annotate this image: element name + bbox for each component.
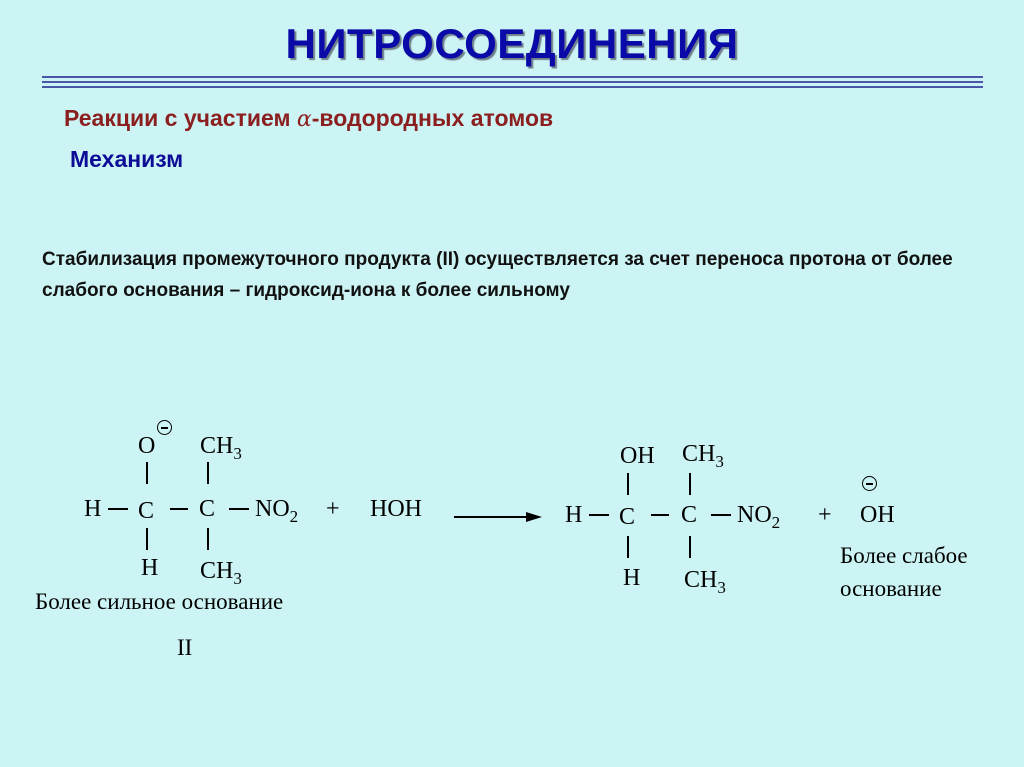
nitro-group xyxy=(737,502,781,532)
subscript: 2 xyxy=(289,507,299,526)
bond xyxy=(170,508,188,510)
water-formula: HOH xyxy=(370,496,422,522)
bond xyxy=(689,473,691,495)
bond xyxy=(146,528,148,550)
nitro-group xyxy=(255,496,299,526)
hydroxyl-group: OH xyxy=(620,443,655,469)
weaker-base-caption-line1: Более слабое xyxy=(840,543,968,568)
subscript: 3 xyxy=(715,452,724,471)
methyl-group-bottom xyxy=(200,558,242,588)
alpha-symbol: α xyxy=(296,107,312,132)
carbon-atom: C xyxy=(681,502,698,528)
subtitle-after: -водородных атомов xyxy=(311,105,554,131)
intermediate-label: II xyxy=(177,635,193,660)
methyl-text: CH xyxy=(684,567,718,593)
carbon-atom: C xyxy=(138,498,155,524)
methyl-text: CH xyxy=(200,433,234,459)
title-underline xyxy=(42,86,983,88)
hydrogen-atom: H xyxy=(623,565,641,591)
carbon-atom: C xyxy=(199,496,216,522)
reaction-arrow-icon xyxy=(454,510,544,524)
subtitle-before: Реакции с участием xyxy=(64,105,297,131)
weaker-base-caption-line2: основание xyxy=(840,576,942,601)
methyl-group-top xyxy=(682,441,724,471)
methyl-text: CH xyxy=(200,558,234,584)
subscript: 3 xyxy=(233,444,242,463)
hydrogen-atom: H xyxy=(565,502,583,528)
oxygen-atom: O xyxy=(138,433,156,459)
subscript: 2 xyxy=(771,513,781,532)
nitro-text: NO xyxy=(255,496,290,522)
methyl-group-top xyxy=(200,433,242,463)
bond xyxy=(108,508,128,510)
subtitle xyxy=(64,105,553,132)
methyl-group-bottom xyxy=(684,567,726,597)
plus-sign: + xyxy=(818,502,832,528)
slide-title: НИТРОСОЕДИНЕНИЯ xyxy=(285,20,739,67)
title-underline xyxy=(42,81,983,83)
plus-sign: + xyxy=(326,496,340,522)
methyl-text: CH xyxy=(682,441,716,467)
stronger-base-caption: Более сильное основание xyxy=(35,589,284,614)
subscript: 3 xyxy=(233,569,242,588)
hydrogen-atom: H xyxy=(141,555,159,581)
section-heading: Механизм xyxy=(70,146,184,172)
hydrogen-atom: H xyxy=(84,496,102,522)
bond xyxy=(651,514,669,516)
bond xyxy=(711,514,731,516)
negative-charge-icon xyxy=(862,476,877,491)
subscript: 3 xyxy=(717,578,726,597)
bond xyxy=(689,536,691,558)
explanation-paragraph: Стабилизация промежуточного продукта (II) осуществляется за счет переноса протона от более слабого основания – гидроксид-иона к более сильному xyxy=(42,249,953,301)
negative-charge-icon xyxy=(157,420,172,435)
bond xyxy=(627,536,629,558)
carbon-atom: C xyxy=(619,504,636,530)
hydroxide-ion: OH xyxy=(860,502,895,528)
nitro-text: NO xyxy=(737,502,772,528)
title-underline xyxy=(42,76,983,78)
bond xyxy=(146,462,148,484)
bond xyxy=(627,473,629,495)
bond xyxy=(229,508,249,510)
bond xyxy=(207,528,209,550)
bond xyxy=(207,462,209,484)
bond xyxy=(589,514,609,516)
